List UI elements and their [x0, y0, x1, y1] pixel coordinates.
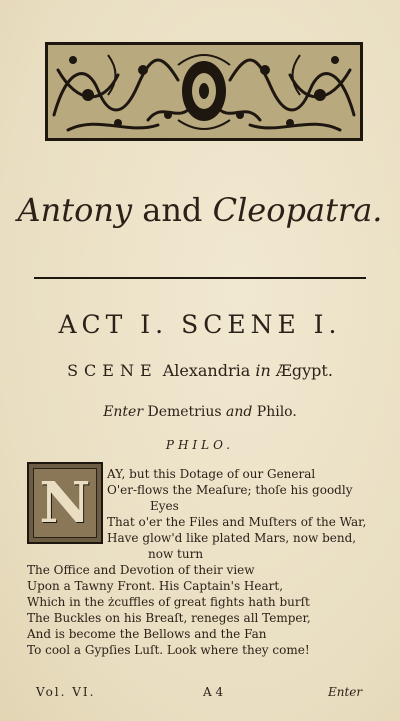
- title-antony: Antony: [17, 191, 133, 229]
- drop-cap: [27, 462, 103, 544]
- title-cleopatra: Cleopatra.: [212, 191, 383, 229]
- volume-number: Vol. VI.: [36, 685, 96, 699]
- verse-line: The Buckles on his Breaſt, reneges all Temper,: [27, 611, 311, 625]
- speaker-name: PHILO.: [165, 438, 235, 452]
- enter-names-b: Philo.: [252, 404, 297, 420]
- act-heading: ACT I. SCENE I.: [58, 310, 342, 339]
- signature-mark: A 4: [203, 685, 224, 699]
- scene-in: in: [255, 361, 271, 380]
- scene-word: SCENE: [67, 361, 158, 380]
- verse-line: The Office and Devotion of their view: [27, 563, 255, 577]
- verse-line: now turn: [148, 547, 204, 561]
- verse-line: O'er-flows the Meaſure; thoſe his goodly: [107, 483, 353, 497]
- verse-line: And is become the Bellows and the Fan: [27, 627, 267, 641]
- enter-word: Enter: [103, 404, 144, 420]
- headpiece-ornament: [45, 42, 363, 141]
- scene-country: Ægypt.: [270, 361, 333, 380]
- title-and: and: [132, 191, 213, 229]
- drop-cap-frame: [33, 468, 97, 538]
- stage-direction: [0, 402, 400, 422]
- verse-line: Which in the żcuffles of great fights hath burſt: [27, 595, 310, 609]
- enter-and: and: [226, 404, 253, 420]
- scene-location: [0, 360, 400, 382]
- catchword: Enter: [328, 685, 363, 699]
- title-rule: [34, 277, 366, 279]
- verse-line: Have glow'd like plated Mars, now bend,: [107, 531, 357, 545]
- verse-line: To cool a Gypſies Luſt. Look where they come!: [27, 643, 310, 657]
- verse-line: That o'er the Files and Muſters of the War,: [107, 515, 367, 529]
- verse-line: Eyes: [150, 499, 179, 513]
- drop-cap-letter: N: [39, 470, 91, 536]
- enter-names-a: Demetrius: [143, 404, 226, 420]
- verse-line: Upon a Tawny Front. His Captain's Heart,: [27, 579, 284, 593]
- play-title: [0, 190, 400, 230]
- verse-line: AY, but this Dotage of our General: [107, 467, 316, 481]
- scene-place: Alexandria: [157, 361, 256, 380]
